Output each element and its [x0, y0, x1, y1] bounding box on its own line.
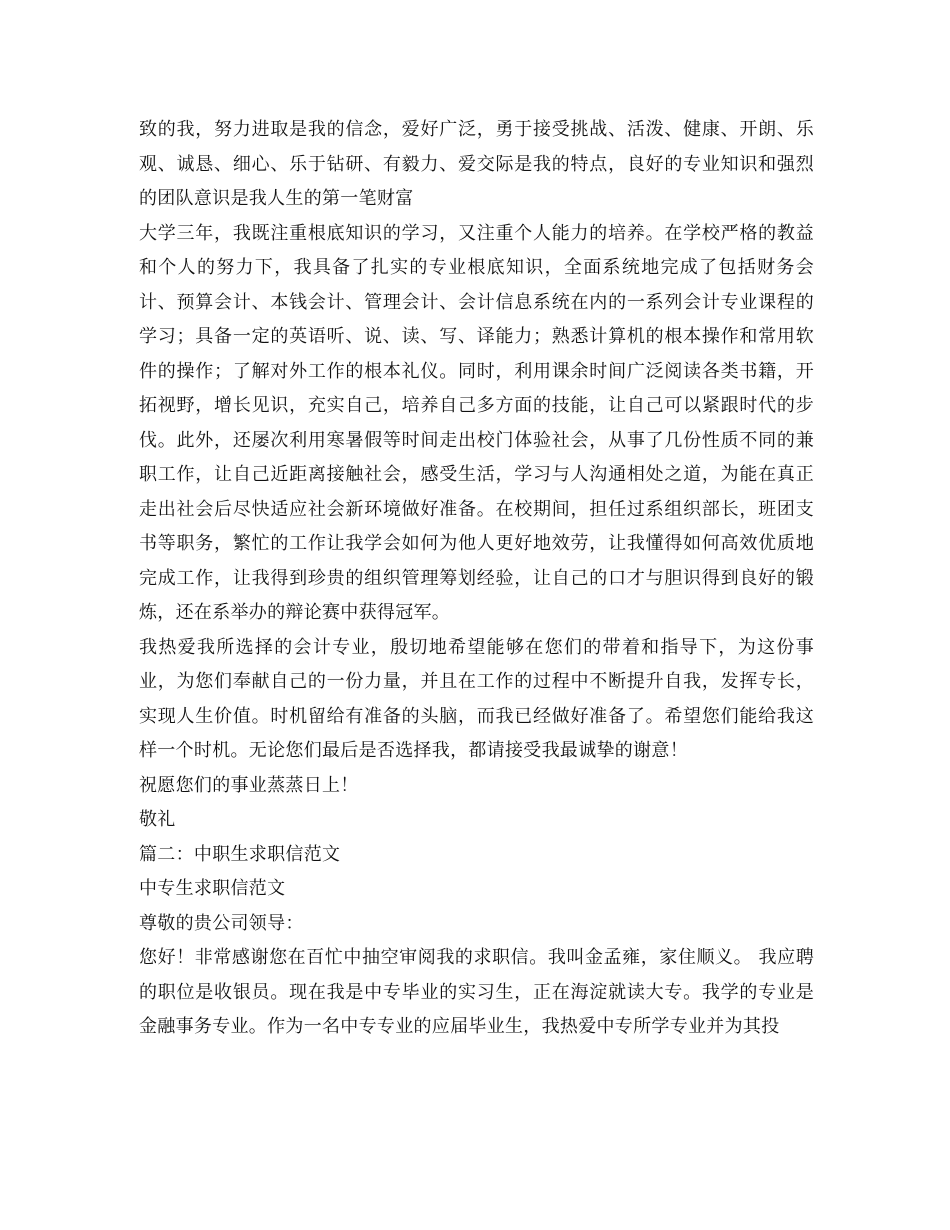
- paragraph-intro-traits: 致的我，努力进取是我的信念，爱好广泛，勇于接受挑战、活泼、健康、开朗、乐观、诚恳、细心、乐于钻研、有毅力、爱交际是我的特点，良好的专业知识和强烈的团队意识是我人生的第一笔财富: [139, 119, 814, 209]
- letter-salutation: 尊敬的贵公司领导：: [139, 912, 304, 934]
- document-body: [139, 113, 814, 1045]
- paragraph-letter-body: 您好！非常感谢您在百忙中抽空审阅我的求职信。我叫金孟雍，家住顺义。 我应聘的职位是收银员。现在我是中专毕业的实习生，正在海淀就读大专。我学的专业是金融事务专业。作为一名中专专业的应届毕业生，我热爱中专所学专业并为其投: [139, 947, 814, 1037]
- section-heading: 篇二：中职生求职信范文: [139, 843, 341, 865]
- paragraph-aspiration: 我热爱我所选择的会计专业，殷切地希望能够在您们的带着和指导下，为这份事业，为您们奉献自己的一份力量，并且在工作的过程中不断提升自我，发挥专长，实现人生价值。时机留给有准备的头脑，而我已经做好准备了。希望您们能给我这样一个时机。无论您们最后是否选择我，都请接受我最诚挚的谢意！: [139, 636, 814, 761]
- letter-title: 中专生求职信范文: [139, 878, 286, 899]
- paragraph-university-study: 大学三年，我既注重根底知识的学习，又注重个人能力的培养。在学校严格的教益和个人的努力下，我具备了扎实的专业根底知识，全面系统地完成了包括财务会计、预算会计、本钱会计、管理会计、会计信息系统在内的一系列会计专业课程的学习；具备一定的英语听、说、读、写、译能力；熟悉计算机的根本操作和常用软件的操作；了解对外工作的根本礼仪。同时，利用课余时间广泛阅读各类书籍，开拓视野，增长见识，充实自己，培养自己多方面的技能，让自己可以紧跟时代的步伐。此外，还屡次利用寒暑假等时间走出校门体验社会，从事了几份性质不同的兼职工作，让自己近距离接触社会，感受生活，学习与人沟通相处之道，为能在真正走出社会后尽快适应社会新环境做好准备。在校期间，担任过系组织部长，班团支书等职务，繁忙的工作让我学会如何为他人更好地效劳，让我懂得如何高效优质地完成工作，让我得到珍贵的组织管理筹划经验，让自己的口才与胆识得到良好的锻炼，还在系举办的辩论赛中获得冠军。: [139, 222, 814, 623]
- paragraph-salute: 敬礼: [139, 809, 176, 830]
- paragraph-blessing: 祝愿您们的事业蒸蒸日上！: [139, 774, 359, 796]
